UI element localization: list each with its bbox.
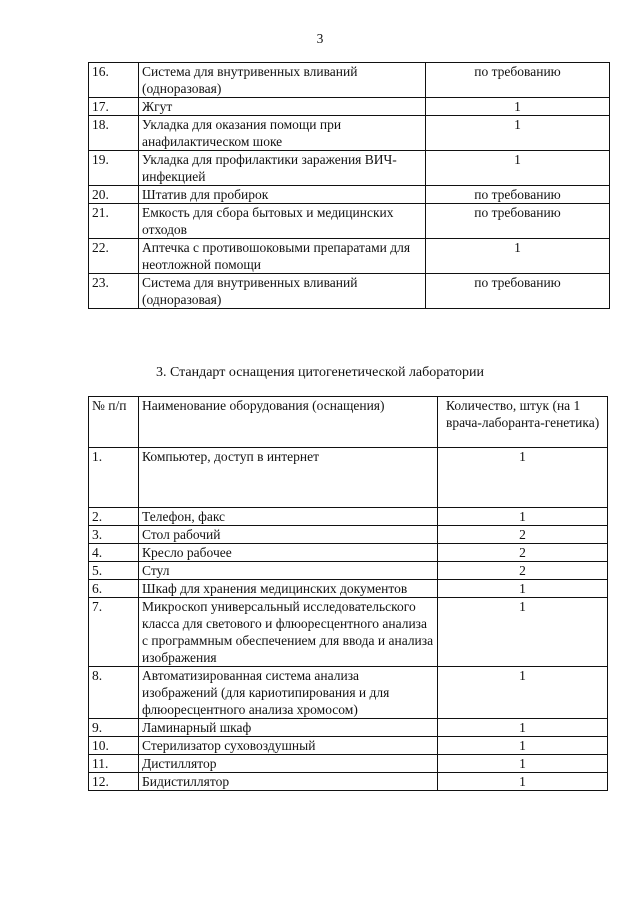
equipment-quantity: по требованию — [426, 186, 610, 204]
table-row — [89, 204, 610, 239]
equipment-quantity: 1 — [426, 98, 610, 116]
equipment-name: Кресло рабочее — [139, 544, 438, 562]
row-number: 18. — [89, 116, 139, 151]
table-row — [89, 448, 608, 508]
row-number: 12. — [89, 773, 139, 791]
equipment-quantity: 1 — [438, 737, 608, 755]
equipment-name: Укладка для профилактики заражения ВИЧ-инфекцией — [139, 151, 426, 186]
equipment-quantity: 1 — [438, 508, 608, 526]
row-number: 11. — [89, 755, 139, 773]
table-row — [89, 667, 608, 719]
header-equipment-name: Наименование оборудования (оснащения) — [139, 397, 438, 448]
row-number: 2. — [89, 508, 139, 526]
equipment-quantity: 1 — [438, 755, 608, 773]
row-number: 10. — [89, 737, 139, 755]
row-number: 17. — [89, 98, 139, 116]
page-number: 3 — [316, 31, 324, 46]
table-row — [89, 755, 608, 773]
equipment-table-continued — [88, 62, 610, 309]
row-number: 8. — [89, 667, 139, 719]
table-row — [89, 239, 610, 274]
equipment-name: Телефон, факс — [139, 508, 438, 526]
table-row — [89, 598, 608, 667]
table-row — [89, 116, 610, 151]
table-row — [89, 773, 608, 791]
equipment-name: Ламинарный шкаф — [139, 719, 438, 737]
equipment-name: Стерилизатор суховоздушный — [139, 737, 438, 755]
equipment-name: Стул — [139, 562, 438, 580]
row-number: 20. — [89, 186, 139, 204]
table-row — [89, 274, 610, 309]
equipment-name: Шкаф для хранения медицинских документов — [139, 580, 438, 598]
equipment-name: Укладка для оказания помощи при анафилактическом шоке — [139, 116, 426, 151]
equipment-quantity: по требованию — [426, 63, 610, 98]
equipment-name: Дистиллятор — [139, 755, 438, 773]
row-number: 6. — [89, 580, 139, 598]
table-row — [89, 580, 608, 598]
equipment-name: Штатив для пробирок — [139, 186, 426, 204]
row-number: 21. — [89, 204, 139, 239]
row-number: 22. — [89, 239, 139, 274]
cytogenetic-lab-equipment-table — [88, 396, 608, 791]
table-row — [89, 562, 608, 580]
row-number: 19. — [89, 151, 139, 186]
equipment-quantity: 1 — [426, 239, 610, 274]
table-row — [89, 98, 610, 116]
table-row — [89, 544, 608, 562]
equipment-name: Система для внутривенных вливаний (одноразовая) — [139, 63, 426, 98]
table-row — [89, 186, 610, 204]
equipment-quantity: 1 — [426, 116, 610, 151]
table-row — [89, 526, 608, 544]
section-title: 3. Стандарт оснащения цитогенетической лаборатории — [155, 365, 485, 380]
equipment-name: Жгут — [139, 98, 426, 116]
equipment-name: Емкость для сбора бытовых и медицинских отходов — [139, 204, 426, 239]
row-number: 4. — [89, 544, 139, 562]
table-row — [89, 719, 608, 737]
equipment-quantity: 1 — [438, 598, 608, 667]
row-number: 5. — [89, 562, 139, 580]
equipment-quantity: 2 — [438, 544, 608, 562]
header-number: № п/п — [89, 397, 139, 448]
equipment-quantity: 1 — [438, 448, 608, 508]
row-number: 7. — [89, 598, 139, 667]
equipment-quantity: 1 — [426, 151, 610, 186]
table-row — [89, 63, 610, 98]
equipment-quantity: 2 — [438, 562, 608, 580]
table-row — [89, 151, 610, 186]
equipment-name: Система для внутривенных вливаний (одноразовая) — [139, 274, 426, 309]
equipment-name: Микроскоп универсальный исследовательского класса для светового и флюоресцентного анализа с программным обеспечением для ввода и анализа изображения — [139, 598, 438, 667]
table-header-row — [89, 397, 608, 448]
row-number: 23. — [89, 274, 139, 309]
equipment-quantity: по требованию — [426, 204, 610, 239]
equipment-name: Бидистиллятор — [139, 773, 438, 791]
equipment-quantity: 1 — [438, 580, 608, 598]
row-number: 16. — [89, 63, 139, 98]
header-quantity: Количество, штук (на 1 врача-лаборанта-генетика) — [438, 397, 608, 448]
equipment-name: Компьютер, доступ в интернет — [139, 448, 438, 508]
table-row — [89, 508, 608, 526]
row-number: 3. — [89, 526, 139, 544]
equipment-quantity: 2 — [438, 526, 608, 544]
equipment-quantity: 1 — [438, 667, 608, 719]
equipment-quantity: по требованию — [426, 274, 610, 309]
equipment-name: Стол рабочий — [139, 526, 438, 544]
equipment-name: Аптечка с противошоковыми препаратами для неотложной помощи — [139, 239, 426, 274]
equipment-quantity: 1 — [438, 773, 608, 791]
table-row — [89, 737, 608, 755]
equipment-quantity: 1 — [438, 719, 608, 737]
row-number: 9. — [89, 719, 139, 737]
equipment-name: Автоматизированная система анализа изображений (для кариотипирования и для флюоресцентного анализа хромосом) — [139, 667, 438, 719]
row-number: 1. — [89, 448, 139, 508]
